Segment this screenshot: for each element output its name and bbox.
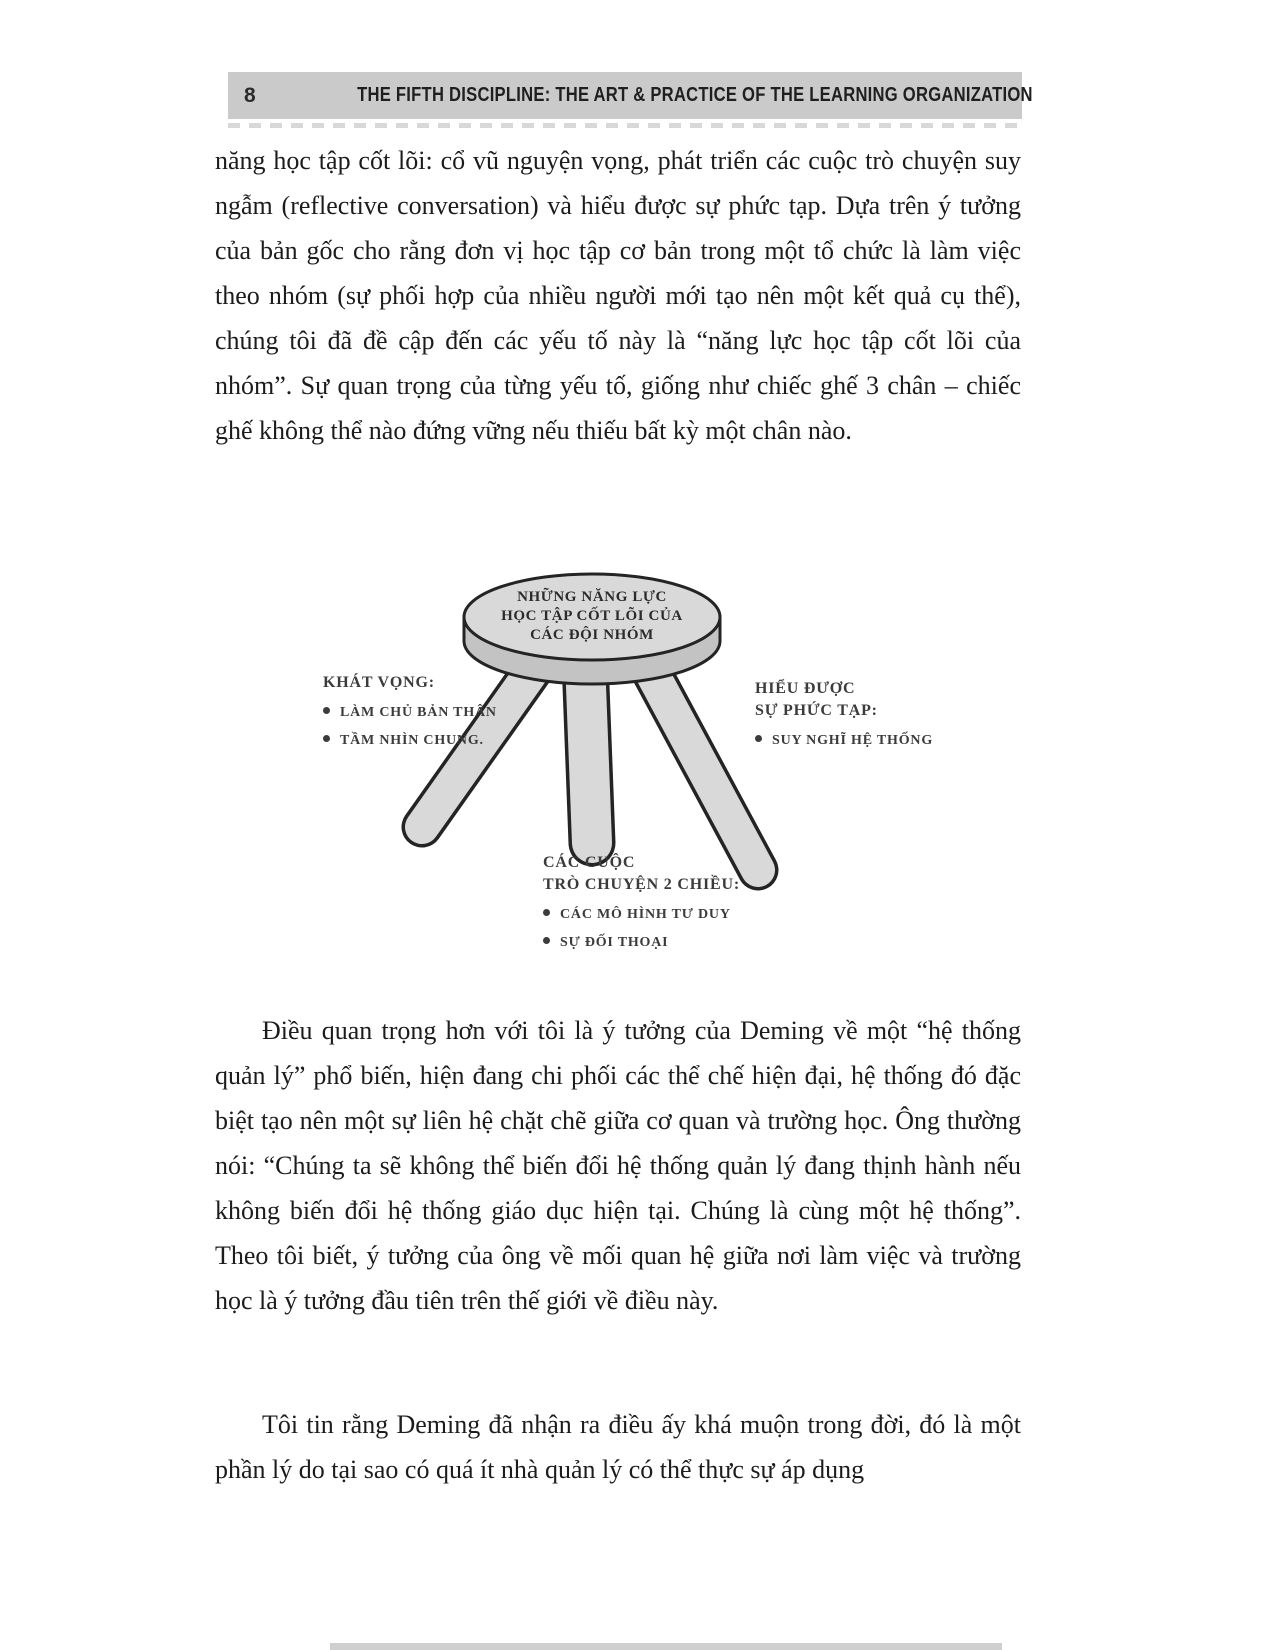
next-page-edge bbox=[330, 1643, 1002, 1650]
conversation-title-line: CÁC CUỘC bbox=[543, 854, 636, 871]
aspiration-list bbox=[323, 699, 497, 755]
bullet-icon bbox=[543, 909, 550, 916]
page-header-bar bbox=[228, 72, 1033, 119]
bullet-icon bbox=[323, 707, 330, 714]
aspiration-label bbox=[323, 672, 497, 755]
body-paragraph-3: Tôi tin rằng Deming đã nhận ra điều ấy khá muộn trong đời, đó là một phần lý do tại sao có quá ít nhà quản lý có thể thực sự áp dụng bbox=[215, 1410, 1021, 1484]
list-item: LÀM CHỦ BẢN THÂN bbox=[323, 699, 497, 727]
stool-leg-center bbox=[585, 660, 592, 843]
seat-label-line: HỌC TẬP CỐT LÕI CỦA bbox=[501, 608, 683, 624]
bullet-icon bbox=[755, 735, 762, 742]
stool-leg-right bbox=[645, 660, 758, 870]
conversation-label bbox=[543, 852, 740, 957]
complexity-list bbox=[755, 727, 933, 755]
running-head-title: THE FIFTH DISCIPLINE: THE ART & PRACTICE OF THE LEARNING ORGANIZATION bbox=[356, 84, 1033, 106]
seat-label bbox=[462, 588, 722, 645]
conversation-list bbox=[543, 901, 740, 957]
page-number: 8 bbox=[244, 83, 256, 107]
complexity-label bbox=[755, 678, 933, 755]
bullet-icon bbox=[543, 937, 550, 944]
list-item: SUY NGHĨ HỆ THỐNG bbox=[755, 727, 933, 755]
header-dashed-rule bbox=[228, 123, 1022, 128]
seat-label-line: CÁC ĐỘI NHÓM bbox=[530, 627, 654, 643]
list-item: CÁC MÔ HÌNH TƯ DUY bbox=[543, 901, 740, 929]
body-paragraph-2: Điều quan trọng hơn với tôi là ý tưởng của Deming về một “hệ thống quản lý” phổ biến, hiện đang chi phối các thể chế hiện đại, hệ thống đó đặc biệt tạo nên một sự liên hệ chặt chẽ giữa cơ quan và trường học. Ông thường nói: “Chúng ta sẽ không thể biến đổi hệ thống quản lý đang thịnh hành nếu không biến đổi hệ thống giáo dục hiện tại. Chúng là cùng một hệ thống”. Theo tôi biết, ý tưởng của ông về mối quan hệ giữa nơi làm việc và trường học là ý tưởng đầu tiên trên thế giới về điều này. bbox=[215, 1016, 1021, 1315]
seat-label-line: NHỮNG NĂNG LỰC bbox=[517, 589, 667, 605]
conversation-title-line: TRÒ CHUYỆN 2 CHIỀU: bbox=[543, 876, 740, 893]
aspiration-title: KHÁT VỌNG: bbox=[323, 674, 435, 691]
list-item: TẦM NHÌN CHUNG. bbox=[323, 727, 497, 755]
body-paragraph-1: năng học tập cốt lõi: cổ vũ nguyện vọng, phát triển các cuộc trò chuyện suy ngẫm (reflective conversation) và hiểu được sự phức tạp. Dựa trên ý tưởng của bản gốc cho rằng đơn vị học tập cơ bản trong một tổ chức là làm việc theo nhóm (sự phối hợp của nhiều người mới tạo nên một kết quả cụ thể), chúng tôi đã đề cập đến các yếu tố này là “năng lực học tập cốt lõi của nhóm”. Sự quan trọng của từng yếu tố, giống như chiếc ghế 3 chân – chiếc ghế không thể nào đứng vững nếu thiếu bất kỳ một chân nào. bbox=[215, 146, 1021, 445]
list-item: SỰ ĐỐI THOẠI bbox=[543, 929, 740, 957]
complexity-title-line: SỰ PHỨC TẠP: bbox=[755, 702, 878, 719]
bullet-icon bbox=[323, 735, 330, 742]
complexity-title-line: HIỂU ĐƯỢC bbox=[755, 680, 856, 697]
